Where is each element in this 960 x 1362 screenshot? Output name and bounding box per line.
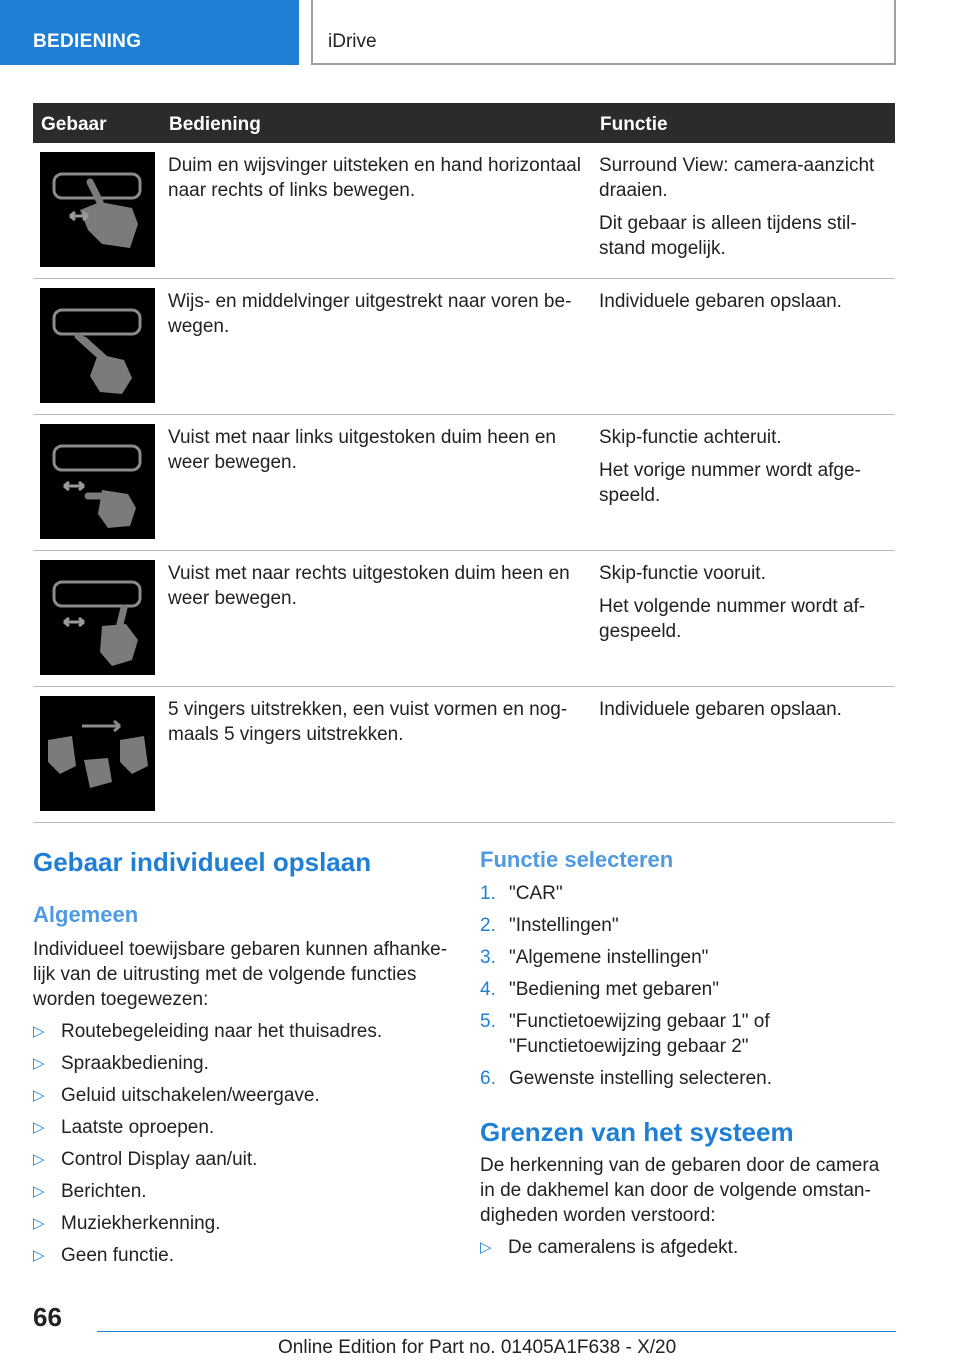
system-limits-title: Grenzen van het systeem: [480, 1117, 794, 1147]
table-row: [33, 143, 895, 279]
section-label: BEDIENING: [33, 31, 142, 52]
list-item: 6. Gewenste instelling selecteren.: [480, 1068, 772, 1089]
section-title: Gebaar individueel opslaan: [33, 847, 372, 877]
triangle-bullet-icon: ▷: [33, 1247, 45, 1264]
chapter-label: iDrive: [328, 31, 377, 52]
general-subtitle: Algemeen: [33, 902, 139, 927]
list-item: ▷ De cameralens is afgedekt.: [480, 1237, 739, 1258]
gesture-thumb-index-swipe-icon: [40, 152, 155, 267]
list-item: 2. "Instellingen": [480, 915, 619, 936]
limits-text: De herkenning van de gebaren door de camera in de dakhemel kan door de volgende omstandigheden worden verstoord:: [480, 1155, 880, 1226]
list-item: 5. "Functietoewijzing gebaar 1" of "Functietoewijzing gebaar 2": [480, 1011, 770, 1057]
list-item: ▷ Control Display aan/uit.: [33, 1149, 258, 1170]
list-item: ▷ Muziekherkenning.: [33, 1213, 221, 1234]
table-row: [33, 279, 895, 415]
table-header: [33, 103, 895, 143]
column-header-function: Functie: [600, 114, 668, 135]
operation-text: Vuist met naar rechts uitgestoken duim heen en weer bewegen.: [168, 563, 570, 609]
operation-text: Duim en wijsvinger uitsteken en hand horizontaal naar rechts of links bewegen.: [168, 155, 581, 201]
page-number: 66: [33, 1302, 62, 1332]
select-function-title: Functie selecteren: [480, 847, 674, 872]
gesture-thumb-right-icon: [40, 560, 155, 675]
section-tab: [0, 0, 299, 65]
list-item: ▷ Berichten.: [33, 1181, 147, 1202]
operation-text: Vuist met naar links uitgestoken duim heen en weer bewegen.: [168, 427, 556, 473]
gesture-table: [33, 103, 895, 823]
function-text: Individuele gebaren opslaan.: [599, 291, 842, 312]
triangle-bullet-icon: ▷: [33, 1055, 45, 1072]
gesture-two-finger-forward-icon: [40, 288, 155, 403]
column-header-gesture: Gebaar: [41, 114, 107, 135]
list-item: 1. "CAR": [480, 883, 563, 904]
list-item: ▷ Geluid uitschakelen/weergave.: [33, 1085, 320, 1106]
list-item: ▷ Laatste oproepen.: [33, 1117, 215, 1138]
list-item: ▷ Routebegeleiding naar het thuisadres.: [33, 1021, 383, 1042]
footer-edition: Online Edition for Part no. 01405A1F638 - X/20: [278, 1337, 677, 1358]
function-text: Individuele gebaren opslaan.: [599, 699, 842, 720]
list-item: 3. "Algemene instellingen": [480, 947, 709, 968]
footer-divider: [97, 1331, 896, 1332]
triangle-bullet-icon: ▷: [33, 1183, 45, 1200]
intro-text: Individueel toewijsbare gebaren kunnen afhankelijk van de uitrusting met de volgende functies worden toegewezen:: [33, 939, 448, 1010]
chapter-tab: [311, 0, 896, 65]
column-header-operation: Bediening: [169, 114, 261, 135]
function-text: Skip-functie achteruit. Het vorige nummer wordt afgespeeld.: [599, 427, 861, 506]
gesture-thumb-left-icon: [40, 424, 155, 539]
triangle-bullet-icon: ▷: [33, 1023, 45, 1040]
triangle-bullet-icon: ▷: [480, 1239, 492, 1256]
triangle-bullet-icon: ▷: [33, 1119, 45, 1136]
triangle-bullet-icon: ▷: [33, 1215, 45, 1232]
triangle-bullet-icon: ▷: [33, 1151, 45, 1168]
list-item: ▷ Spraakbediening.: [33, 1053, 209, 1074]
function-list: [33, 1019, 453, 1275]
triangle-bullet-icon: ▷: [33, 1087, 45, 1104]
gesture-five-fingers-fist-icon: [40, 696, 155, 811]
table-row: [33, 687, 895, 823]
operation-text: Wijs- en middelvinger uitgestrekt naar voren bewegen.: [168, 291, 572, 337]
steps-list: [480, 881, 900, 1098]
list-item: ▷ Geen functie.: [33, 1245, 175, 1266]
table-row: [33, 415, 895, 551]
limits-list: [480, 1235, 895, 1267]
function-text: Surround View: camera-aanzicht draaien. Dit gebaar is alleen tijdens stilstand mogelijk.: [599, 155, 875, 259]
list-item: 4. "Bediening met gebaren": [480, 979, 719, 1000]
operation-text: 5 vingers uitstrekken, een vuist vormen en nogmaals 5 vingers uitstrekken.: [168, 699, 568, 745]
table-row: [33, 551, 895, 687]
function-text: Skip-functie vooruit. Het volgende nummer wordt afgespeeld.: [599, 563, 866, 642]
